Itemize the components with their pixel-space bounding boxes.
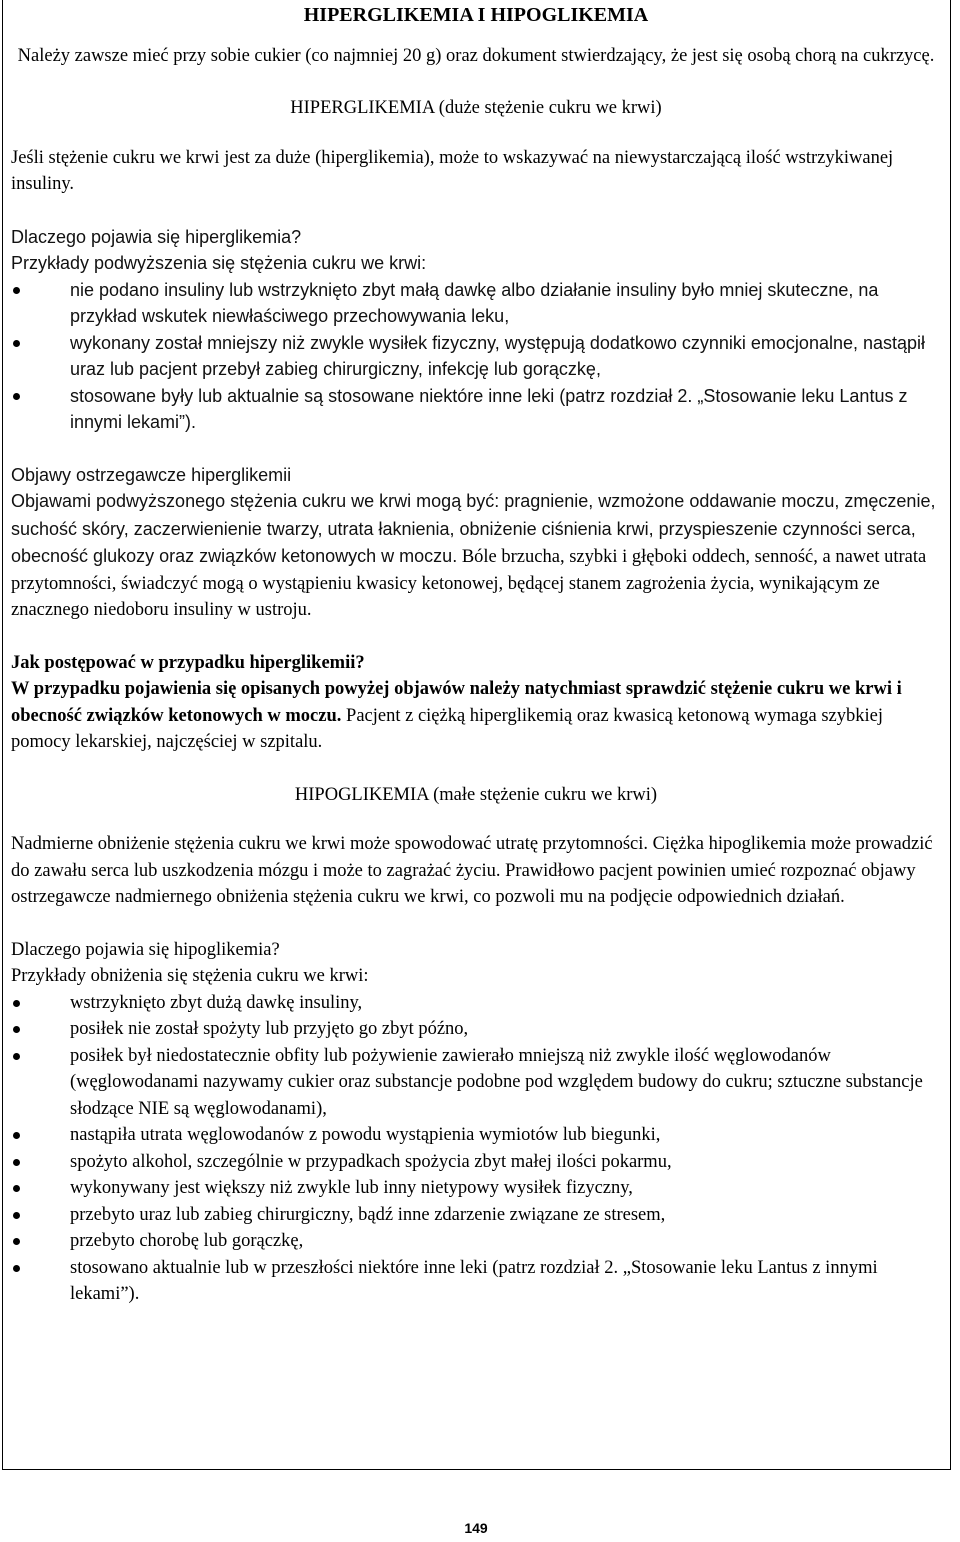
list-item: posiłek był niedostatecznie obfity lub pożywienie zawierało mniejszą niż zwykle ilość węglowodanów (węglowodanami nazywamy cukier oraz substancje podobne pod względem budowy do cukru; sztuczne substancje słodzące NIE są węglowodanami), <box>11 1043 941 1123</box>
list-item: przebyto chorobę lub gorączkę, <box>11 1228 941 1255</box>
list-item: wykonywany jest większy niż zwykle lub inny nietypowy wysiłek fizyczny, <box>11 1175 941 1202</box>
list-item: posiłek nie został spożyty lub przyjęto go zbyt późno, <box>11 1016 941 1043</box>
hyper-action-text: Pacjent z ciężką hiperglikemią oraz kwasicą ketonową wymaga szybkiej pomocy lekarskiej, najczęściej w szpitalu. <box>11 705 884 752</box>
hypo-heading: HIPOGLIKEMIA (małe stężenie cukru we krwi) <box>294 784 658 805</box>
list-item: przebyto uraz lub zabieg chirurgiczny, bądź inne zdarzenie związane ze stresem, <box>11 1202 941 1229</box>
hypo-intro: Nadmierne obniżenie stężenia cukru we krwi może spowodować utratę przytomności. Ciężka hipoglikemia może prowadzić do zawału serca lub uszkodzenia mózgu i może to zagrażać życiu. Prawidłowo pacjent powinien umieć rozpoznać objawy ostrzegawcze nadmiernego obniżenia stężenia cukru we krwi, co pozwoli mu na podjęcie odpowiednich działań. <box>11 834 933 907</box>
list-item: wykonany został mniejszy niż zwykle wysiłek fizyczny, występują dodatkowo czynniki emocjonalne, nastąpił uraz lub pacjent przebył zabieg chirurgiczny, infekcję lub gorączkę, <box>11 330 941 383</box>
list-item: nie podano insuliny lub wstrzyknięto zbyt małą dawkę albo działanie insuliny było mniej skuteczne, na przykład wskutek niewłaściwego przechowywania leku, <box>11 277 941 330</box>
hyper-action-bold: W przypadku pojawienia się opisanych powyżej objawów należy natychmiast sprawdzić stężenie cukru we krwi i obecność związków ketonowych w moczu. <box>11 679 902 726</box>
hyper-symptoms-text-1: Objawami podwyższonego stężenia cukru we krwi mogą być: pragnienie, wzmożone oddawanie moczu, zmęczenie, suchość skóry, zaczerwienienie twarzy, utrata łaknienia, obniżenie ciśnienia krwi, przyspieszenie czynności serca, obecność glukozy oraz związków ketonowych w moczu. <box>11 491 936 566</box>
hyper-action-heading: Jak postępować w przypadku hiperglikemii? <box>11 652 365 673</box>
hypo-why-heading: Dlaczego pojawia się hipoglikemia? <box>11 939 280 960</box>
list-item: spożyto alkohol, szczególnie w przypadkach spożycia zbyt małej ilości pokarmu, <box>11 1149 941 1176</box>
hyper-intro: Jeśli stężenie cukru we krwi jest za duże (hiperglikemia), może to wskazywać na niewystarczającą ilość wstrzykiwanej insuliny. <box>11 147 894 194</box>
list-item: nastąpiła utrata węglowodanów z powodu wystąpienia wymiotów lub biegunki, <box>11 1122 941 1149</box>
document-title: HIPERGLIKEMIA I HIPOGLIKEMIA <box>303 4 649 26</box>
hyper-heading: HIPERGLIKEMIA (duże stężenie cukru we krwi) <box>290 98 662 118</box>
list-item: stosowane były lub aktualnie są stosowane niektóre inne leki (patrz rozdział 2. „Stosowanie leku Lantus z innymi lekami”). <box>11 383 941 436</box>
hyper-symptoms-paragraph <box>11 488 941 624</box>
hyper-examples-intro: Przykłady podwyższenia się stężenia cukru we krwi: <box>11 253 427 273</box>
list-item: stosowano aktualnie lub w przeszłości niektóre inne leki (patrz rozdział 2. „Stosowanie leku Lantus z innymi lekami”). <box>11 1255 941 1308</box>
hypo-causes-list <box>11 990 941 1308</box>
list-item: wstrzyknięto zbyt dużą dawkę insuliny, <box>11 990 941 1017</box>
hyper-causes-list <box>11 277 941 436</box>
page-number: 149 <box>464 1520 488 1536</box>
hypo-examples-intro: Przykłady obniżenia się stężenia cukru we krwi: <box>11 966 369 986</box>
hyper-symptoms-heading: Objawy ostrzegawcze hiperglikemii <box>11 464 292 485</box>
hyper-why-heading: Dlaczego pojawia się hiperglikemia? <box>11 226 302 247</box>
hyper-symptoms-text-2: Bóle brzucha, szybki i głęboki oddech, senność, a nawet utrata przytomności, świadczyć mogą o wystąpieniu kwasicy ketonowej, będącej stanem zagrożenia życia, wynikającym ze znacznego niedoboru insuliny w ustroju. <box>11 547 927 620</box>
intro-paragraph: Należy zawsze mieć przy sobie cukier (co najmniej 20 g) oraz dokument stwierdzający, że jest się osobą chorą na cukrzycę. <box>17 45 935 66</box>
document-body <box>11 0 941 1536</box>
hyper-action-paragraph <box>11 676 941 756</box>
